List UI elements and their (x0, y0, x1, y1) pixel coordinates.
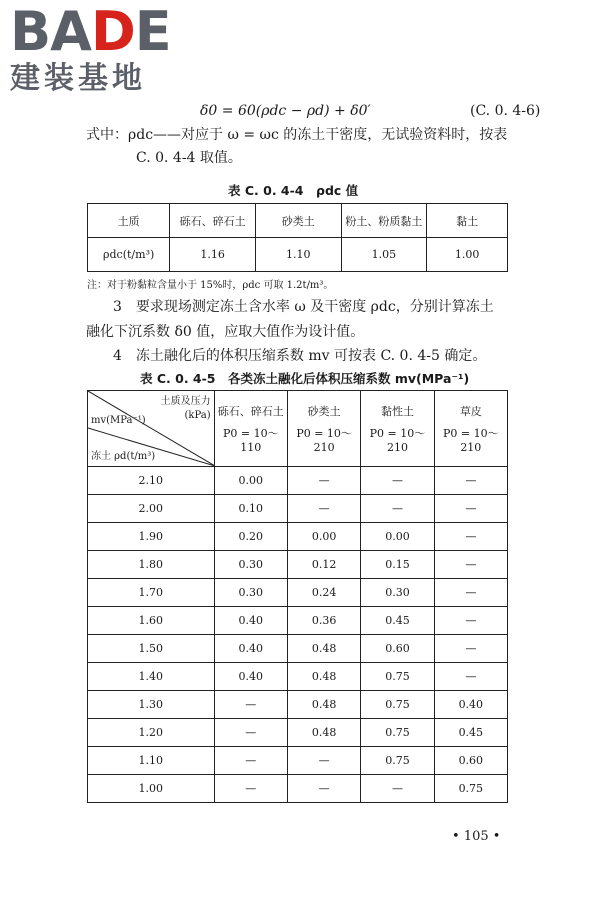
table1-cell: 1.16 (170, 238, 256, 272)
table2-col-header: 黏性土 P0 = 10～210 (361, 391, 434, 467)
table2-body (88, 467, 508, 803)
table2-density-cell: 1.40 (88, 663, 215, 691)
table2-row (88, 691, 508, 719)
table2-density-cell: 2.00 (88, 495, 215, 523)
table2-value-cell: 0.75 (361, 719, 434, 747)
table2-density-cell: 1.60 (88, 607, 215, 635)
table1-cell: 1.05 (341, 238, 427, 272)
table2-density-cell: 1.50 (88, 635, 215, 663)
table1-header: 黏土 (427, 204, 508, 238)
table2-value-cell: — (434, 495, 507, 523)
table2-row (88, 607, 508, 635)
table2-density-cell: 1.80 (88, 551, 215, 579)
table2-value-cell: 0.75 (434, 775, 507, 803)
table1-row-label: ρdc(t/m³) (88, 238, 170, 272)
table2-value-cell: 0.00 (287, 523, 360, 551)
table1-header-row (88, 204, 508, 238)
table-c045 (87, 390, 508, 803)
table2-value-cell: 0.60 (434, 747, 507, 775)
table2-density-cell: 2.10 (88, 467, 215, 495)
table2-col-header: 草皮 P0 = 10～210 (434, 391, 507, 467)
table2-value-cell: — (434, 551, 507, 579)
table2-density-cell: 1.20 (88, 719, 215, 747)
logo-subtitle: 建装基地 (10, 61, 146, 96)
explanation-line-2: C. 0. 4-4 取值。 (136, 150, 242, 166)
table2-value-cell: 0.20 (214, 523, 287, 551)
table2-value-cell: — (434, 523, 507, 551)
table1-header: 砂类土 (255, 204, 341, 238)
table2-value-cell: — (214, 775, 287, 803)
table2-value-cell: — (434, 467, 507, 495)
table2-density-cell: 1.30 (88, 691, 215, 719)
table2-value-cell: 0.30 (361, 579, 434, 607)
explanation-line-1: 式中：ρdc——对应于 ω = ωc 的冻土干密度，无试验资料时，按表 (86, 127, 508, 143)
table2-value-cell: — (434, 635, 507, 663)
table2-value-cell: 0.30 (214, 551, 287, 579)
table2-col-header: 砂类土 P0 = 10～210 (287, 391, 360, 467)
table1-header: 土质 (88, 204, 170, 238)
para3-line-2: 融化下沉系数 δ0 值，应取大值作为设计值。 (86, 324, 365, 340)
table2-value-cell: — (214, 747, 287, 775)
table2-row (88, 467, 508, 495)
table2-row (88, 663, 508, 691)
table2-value-cell: — (361, 467, 434, 495)
corner-label-mv: mv(MPa⁻¹) (91, 415, 146, 426)
table2-row (88, 635, 508, 663)
table2-header-row (88, 391, 508, 467)
table2-value-cell: 0.40 (214, 635, 287, 663)
table2-value-cell: 0.48 (287, 635, 360, 663)
table2-value-cell: 0.45 (361, 607, 434, 635)
table1-data-row (88, 238, 508, 272)
table2-row (88, 495, 508, 523)
table2-density-cell: 1.10 (88, 747, 215, 775)
table2-col-header: 砾石、碎石土 P0 = 10～110 (214, 391, 287, 467)
corner-label-density: 冻土 ρd(t/m³) (91, 451, 156, 462)
table2-density-cell: 1.00 (88, 775, 215, 803)
table2-value-cell: — (434, 579, 507, 607)
table1-header: 砾石、碎石土 (170, 204, 256, 238)
table2-row (88, 523, 508, 551)
table2-value-cell: — (287, 775, 360, 803)
table1-cell: 1.10 (255, 238, 341, 272)
table2-value-cell: — (287, 747, 360, 775)
table2-value-cell: — (361, 775, 434, 803)
table2-value-cell: 0.00 (214, 467, 287, 495)
table2-value-cell: 0.40 (434, 691, 507, 719)
formula-number: (C. 0. 4-6) (470, 103, 541, 119)
table2-row (88, 775, 508, 803)
para3-line-1: 3 要求现场测定冻土含水率 ω 及干密度 ρdc，分别计算冻土 (113, 299, 494, 315)
table-c044 (87, 203, 508, 272)
table2-value-cell: — (434, 607, 507, 635)
table2-caption: 表 C. 0. 4-5 各类冻土融化后体积压缩系数 mv(MPa⁻¹) (140, 371, 470, 386)
table2-value-cell: 0.12 (287, 551, 360, 579)
table2-value-cell: 0.48 (287, 719, 360, 747)
table2-value-cell: 0.00 (361, 523, 434, 551)
logo-wordmark: BADE (10, 0, 171, 63)
table2-value-cell: 0.36 (287, 607, 360, 635)
table2-value-cell: 0.24 (287, 579, 360, 607)
table2-value-cell: 0.75 (361, 691, 434, 719)
table2-value-cell: 0.48 (287, 691, 360, 719)
table2-value-cell: 0.75 (361, 663, 434, 691)
table2-row (88, 747, 508, 775)
table2-density-cell: 1.90 (88, 523, 215, 551)
table2-value-cell: — (287, 495, 360, 523)
table2-row (88, 579, 508, 607)
table1-note: 注：对于粉黏粒含量小于 15%时，ρdc 可取 1.2t/m³。 (87, 280, 334, 291)
page-number: • 105 • (452, 829, 501, 844)
table2-value-cell: 0.40 (214, 607, 287, 635)
table2-value-cell: 0.75 (361, 747, 434, 775)
table2-value-cell: — (214, 719, 287, 747)
table2-corner-cell (88, 391, 215, 467)
table2-value-cell: 0.10 (214, 495, 287, 523)
table2-density-cell: 1.70 (88, 579, 215, 607)
table1-header: 粉土、粉质黏土 (341, 204, 427, 238)
table1-cell: 1.00 (427, 238, 508, 272)
table2-value-cell: 0.48 (287, 663, 360, 691)
table2-value-cell: 0.15 (361, 551, 434, 579)
table2-value-cell: 0.40 (214, 663, 287, 691)
table2-value-cell: 0.45 (434, 719, 507, 747)
formula: δ0 = 60(ρdc − ρd) + δ0′ (200, 103, 371, 119)
table2-value-cell: — (361, 495, 434, 523)
table2-value-cell: — (214, 691, 287, 719)
brand-logo (10, 0, 180, 96)
table2-value-cell: — (434, 663, 507, 691)
table2-value-cell: 0.30 (214, 579, 287, 607)
table2-row (88, 719, 508, 747)
corner-label-soil-pressure: 土质及压力 (kPa) (160, 396, 211, 421)
para4: 4 冻土融化后的体积压缩系数 mv 可按表 C. 0. 4-5 确定。 (113, 348, 487, 364)
table1-caption: 表 C. 0. 4-4 ρdc 值 (228, 183, 359, 198)
table2-value-cell: 0.60 (361, 635, 434, 663)
table2-value-cell: — (287, 467, 360, 495)
table2-row (88, 551, 508, 579)
